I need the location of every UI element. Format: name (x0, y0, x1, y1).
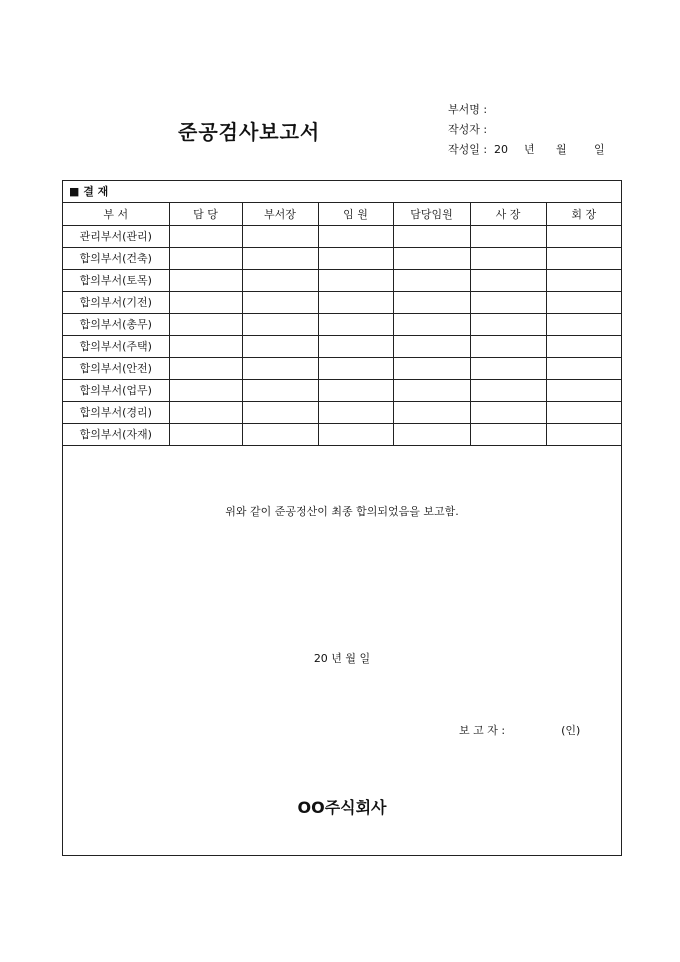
signature-cell[interactable] (393, 423, 470, 445)
approval-row (63, 225, 621, 247)
signature-cell[interactable] (318, 379, 393, 401)
signature-cell[interactable] (470, 225, 546, 247)
signature-cell[interactable] (470, 313, 546, 335)
seal-mark: (인) (561, 724, 581, 737)
signature-cell[interactable] (546, 357, 621, 379)
signature-cell[interactable] (470, 335, 546, 357)
signature-cell[interactable] (318, 313, 393, 335)
signature-cell[interactable] (393, 379, 470, 401)
signature-cell[interactable] (546, 423, 621, 445)
signature-cell[interactable] (470, 357, 546, 379)
approval-row-dept: 관리부서(관리) (63, 225, 169, 247)
header-chairman: 회 장 (546, 203, 621, 225)
signature-cell[interactable] (318, 401, 393, 423)
date-label: 작성일 : (448, 143, 488, 156)
approval-row-dept: 합의부서(안전) (63, 357, 169, 379)
signature-cell[interactable] (318, 225, 393, 247)
signature-cell[interactable] (242, 247, 318, 269)
signature-cell[interactable] (169, 335, 242, 357)
signature-cell[interactable] (393, 357, 470, 379)
header-executive: 담당임원 (393, 203, 470, 225)
signature-cell[interactable] (169, 313, 242, 335)
signature-cell[interactable] (393, 269, 470, 291)
signature-cell[interactable] (546, 247, 621, 269)
date-year-unit: 년 (524, 143, 535, 156)
approval-row (63, 313, 621, 335)
signature-cell[interactable] (393, 401, 470, 423)
signature-cell[interactable] (393, 313, 470, 335)
signature-cell[interactable] (169, 291, 242, 313)
signature-cell[interactable] (169, 357, 242, 379)
company-name: OO주식회사 (297, 798, 387, 817)
signature-cell[interactable] (318, 269, 393, 291)
author-label: 작성자 : (448, 123, 488, 136)
signature-cell[interactable] (242, 291, 318, 313)
signature-cell[interactable] (318, 335, 393, 357)
dept-label: 부서명 : (448, 103, 488, 116)
signature-cell[interactable] (242, 313, 318, 335)
signature-cell[interactable] (470, 291, 546, 313)
report-statement: 위와 같이 준공정산이 최종 합의되었음을 보고함. (225, 505, 459, 518)
header-officer: 임 원 (318, 203, 393, 225)
approval-row (63, 269, 621, 291)
reporter-label: 보 고 자 : (459, 724, 506, 737)
approval-row (63, 291, 621, 313)
date-year: 20 (494, 143, 508, 156)
approval-section-title: ■ 결 재 (63, 181, 621, 203)
document-title: 준공검사보고서 (178, 120, 321, 144)
signature-cell[interactable] (169, 225, 242, 247)
signature-cell[interactable] (318, 291, 393, 313)
signature-cell[interactable] (169, 401, 242, 423)
header-dept-head: 부서장 (242, 203, 318, 225)
signature-cell[interactable] (318, 357, 393, 379)
approval-table (63, 203, 621, 446)
date-day-unit: 일 (594, 143, 605, 156)
signature-cell[interactable] (470, 247, 546, 269)
signature-cell[interactable] (242, 357, 318, 379)
header-dept: 부 서 (63, 203, 169, 225)
signature-cell[interactable] (393, 225, 470, 247)
signature-cell[interactable] (546, 291, 621, 313)
signature-cell[interactable] (546, 269, 621, 291)
signature-cell[interactable] (546, 335, 621, 357)
reporter-line (459, 722, 580, 738)
signature-cell[interactable] (470, 269, 546, 291)
approval-row-dept: 합의부서(자재) (63, 423, 169, 445)
signature-cell[interactable] (393, 335, 470, 357)
signature-cell[interactable] (169, 269, 242, 291)
approval-row (63, 379, 621, 401)
approval-row (63, 357, 621, 379)
signature-cell[interactable] (546, 401, 621, 423)
signature-cell[interactable] (470, 401, 546, 423)
signature-cell[interactable] (546, 379, 621, 401)
approval-row-dept: 합의부서(기전) (63, 291, 169, 313)
signature-cell[interactable] (546, 313, 621, 335)
signature-cell[interactable] (242, 225, 318, 247)
approval-row-dept: 합의부서(경리) (63, 401, 169, 423)
signature-cell[interactable] (318, 423, 393, 445)
document-meta (448, 100, 605, 160)
signature-cell[interactable] (242, 379, 318, 401)
approval-header-row (63, 203, 621, 225)
approval-row-dept: 합의부서(토목) (63, 269, 169, 291)
signature-cell[interactable] (242, 423, 318, 445)
signature-cell[interactable] (169, 247, 242, 269)
signature-cell[interactable] (242, 401, 318, 423)
header-staff: 담 당 (169, 203, 242, 225)
signature-cell[interactable] (470, 379, 546, 401)
header-president: 사 장 (470, 203, 546, 225)
report-date: 20 년 월 일 (313, 652, 371, 665)
approval-row (63, 247, 621, 269)
approval-row-dept: 합의부서(건축) (63, 247, 169, 269)
signature-cell[interactable] (393, 247, 470, 269)
approval-row (63, 401, 621, 423)
signature-cell[interactable] (393, 291, 470, 313)
signature-cell[interactable] (470, 423, 546, 445)
approval-row-dept: 합의부서(총무) (63, 313, 169, 335)
approval-row-dept: 합의부서(주택) (63, 335, 169, 357)
signature-cell[interactable] (169, 379, 242, 401)
report-box (62, 180, 622, 856)
signature-cell[interactable] (242, 335, 318, 357)
date-month-unit: 월 (556, 143, 567, 156)
signature-cell[interactable] (169, 423, 242, 445)
signature-cell[interactable] (318, 247, 393, 269)
approval-row-dept: 합의부서(업무) (63, 379, 169, 401)
approval-row (63, 423, 621, 445)
approval-row (63, 335, 621, 357)
signature-cell[interactable] (242, 269, 318, 291)
signature-cell[interactable] (546, 225, 621, 247)
